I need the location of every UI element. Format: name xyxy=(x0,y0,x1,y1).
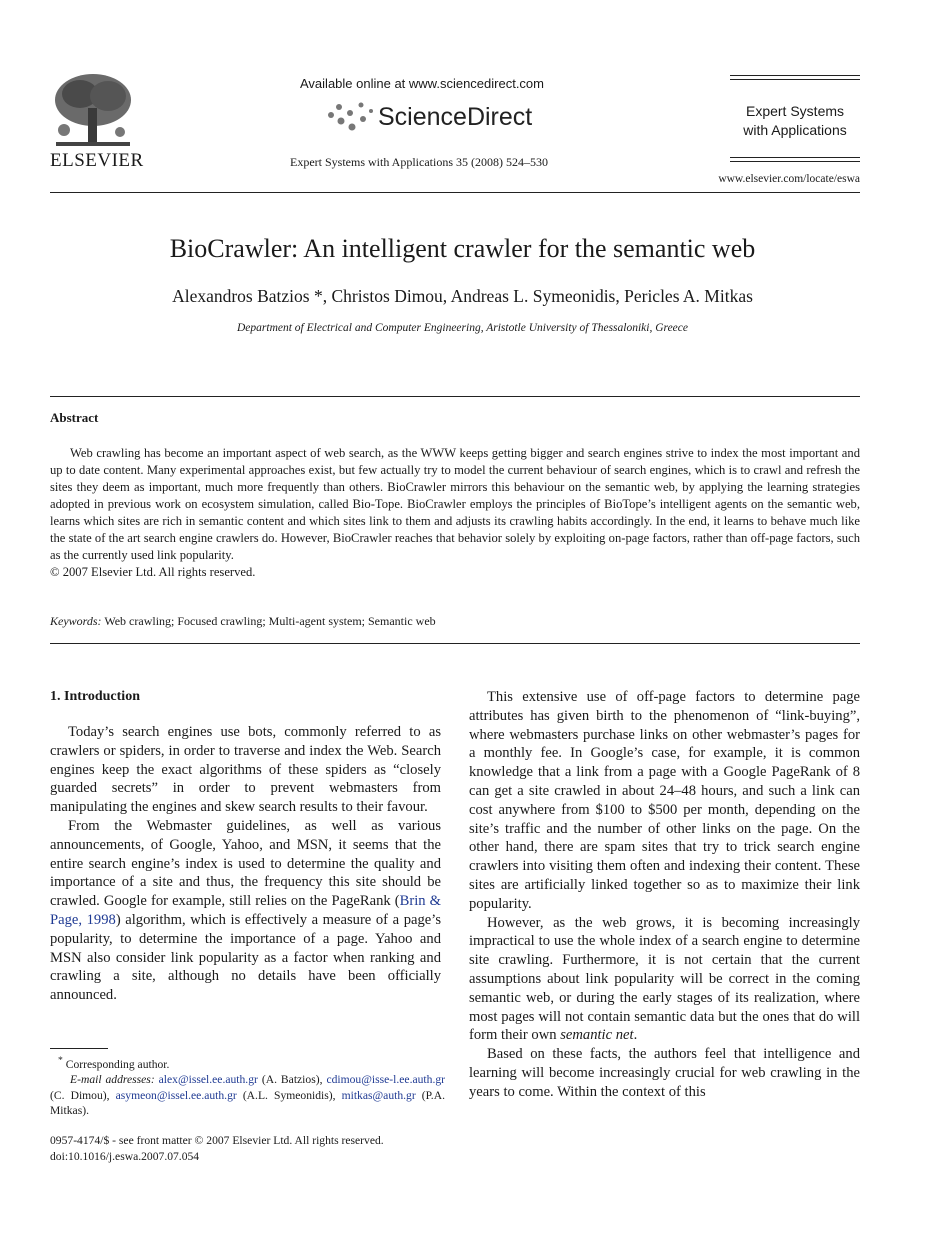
publisher-name: ELSEVIER xyxy=(50,150,144,171)
footnote-marker: * xyxy=(58,1055,63,1066)
intro-p2-text-b: ) algorithm, which is effectively a measure of a page’s popularity, to determine the importance of a page. Yahoo and MSN also consider link popularity as a factor when ranking and crawling a site, although no details have been officially announced. xyxy=(50,911,441,1004)
email-owner-dimou: (C. Dimou), xyxy=(50,1088,110,1102)
abstract-top-rule xyxy=(50,396,860,397)
keywords-list: Web crawling; Focused crawling; Multi-agent system; Semantic web xyxy=(104,614,436,628)
intro-paragraph-1: Today’s search engines use bots, commonly referred to as crawlers or spiders, in order to traverse and index the Web. Search engines keep the exact algorithms of these spiders as “closely guarded secrets” in order to prevent webmasters from manipulating the engines and skew search results to their favour. xyxy=(50,724,441,816)
keywords xyxy=(50,614,436,629)
journal-name-line2: with Applications xyxy=(743,122,847,138)
email-link-batzios[interactable]: alex@issel.ee.auth.gr xyxy=(158,1073,258,1087)
email-link-symeonidis[interactable]: asymeon@issel.ee.auth.gr xyxy=(115,1088,237,1102)
sciencedirect-brand: ScienceDirect xyxy=(378,103,533,131)
article-title: BioCrawler: An intelligent crawler for the semantic web xyxy=(169,234,756,263)
article-affiliation: Department of Electrical and Computer Engineering, Aristotle University of Thessaloniki, Greece xyxy=(237,322,688,334)
available-online-text: Available online at www.sciencedirect.com xyxy=(300,76,544,91)
footnote-emails xyxy=(50,1072,445,1119)
front-matter xyxy=(50,1133,384,1164)
intro-p4-emphasis: semantic net xyxy=(560,1027,634,1044)
abstract-heading: Abstract xyxy=(50,410,99,425)
keywords-label: Keywords: xyxy=(50,614,102,628)
header-rule xyxy=(50,192,860,193)
email-owner-symeonidis: (A.L. Symeonidis), xyxy=(242,1088,336,1102)
intro-paragraph-2 xyxy=(50,817,441,1005)
left-column xyxy=(50,723,441,1005)
elsevier-tree-logo xyxy=(50,70,136,150)
abstract-text xyxy=(50,445,860,581)
footnote-corresponding-text: Corresponding author. xyxy=(65,1057,170,1071)
journal-name-line1: Expert Systems xyxy=(745,103,845,119)
citation-link-brin-page[interactable]: Brin & Page, 1998 xyxy=(50,893,441,928)
journal-bottom-rule-2 xyxy=(730,161,860,162)
issn-line: 0957-4174/$ - see front matter © 2007 Elsevier Ltd. All rights reserved. xyxy=(50,1134,384,1147)
email-link-mitkas[interactable]: mitkas@auth.gr xyxy=(341,1088,416,1102)
email-link-dimou-part2: l.ee.auth.gr xyxy=(393,1073,445,1087)
footnote xyxy=(50,1053,445,1119)
intro-paragraph-5: Based on these facts, the authors feel that intelligence and learning will become increasingly crucial for web crawling in the years to come. Within the context of this xyxy=(469,1046,860,1100)
intro-paragraph-3: This extensive use of off-page factors to determine page attributes has given birth to the phenomenon of “link-buying”, where webmasters purchase links on other webmaster’s pages for a monthly fee. In Google’s case, for example, it is common knowledge that a link from a page with a Google PageRank of 8 can get a site crawled in about 24–48 hours, and such a link can cost anywhere from $100 to $500 per month, depending on the site’s traffic and the number of other links on the page. On the other hand, there are spam sites that try to trick search engine crawlers into visiting them often and indexing their content. These sites are artificially linked together so as to maximize their link popularity. xyxy=(469,689,860,912)
abstract-copyright: © 2007 Elsevier Ltd. All rights reserved. xyxy=(50,565,256,579)
intro-p4-text-a: However, as the web grows, it is becoming increasingly impractical to use the whole index of a search engine to determine site crawling. Furthermore, it is not certain that the current assumptions about link popularity will be correct in the coming semantic web, or during the early stages of its realization, where most pages will not contain semantic data but the ones that do will form their own xyxy=(469,914,860,1044)
footnote-rule xyxy=(50,1048,108,1049)
footnote-corresponding xyxy=(50,1053,445,1072)
abstract-paragraph: Web crawling has become an important aspect of web search, as the WWW keeps getting bigger and search engines strive to index the most important and up to date content. Many experimental approaches exist, but few actually try to model the current behaviour of search engines, which is to crawl and refresh the sites they deem as important, much more frequently than others. BioCrawler mirrors this behaviour on the semantic web, by applying the learning strategies adopted in previous work on ecosystem simulation, called Bio-Tope. BioCrawler employs the principles of BioTope’s intelligent agents on the semantic web, learns which sites are rich in semantic content and which sites link to them and adjusts its crawling habits accordingly. In the end, it learns to behave much like the state of the art search engine crawlers do. However, BioCrawler reaches that behavior solely by exploiting on-page factors, rather than off-page factors, such as the currently used link popularity. xyxy=(50,446,860,562)
email-link-dimou[interactable] xyxy=(326,1073,445,1086)
article-authors: Alexandros Batzios *, Christos Dimou, Andreas L. Symeonidis, Pericles A. Mitkas xyxy=(172,286,753,306)
journal-url[interactable]: www.elsevier.com/locate/eswa xyxy=(718,173,860,185)
email-owner-batzios: (A. Batzios), xyxy=(261,1073,323,1087)
journal-bottom-rule xyxy=(730,157,860,158)
intro-paragraph-4 xyxy=(469,914,860,1046)
intro-p2-text-a: From the Webmaster guidelines, as well as various announcements, of Google, Yahoo, and MSN, it seems that the entire search engine’s index is used to determine the quality and importance of a site and thus, the frequency this site should be crawled. Google for example, still relies on the PageRank ( xyxy=(50,817,441,910)
section-heading-introduction: 1. Introduction xyxy=(50,689,140,704)
doi-line[interactable]: doi:10.1016/j.eswa.2007.07.054 xyxy=(50,1149,200,1163)
email-label: E-mail addresses: xyxy=(70,1073,155,1087)
journal-top-rule xyxy=(730,75,860,76)
intro-p4-text-b: . xyxy=(633,1027,638,1044)
email-owner-mitkas: (P.A. Mitkas). xyxy=(50,1088,445,1118)
right-column xyxy=(469,688,860,1102)
abstract-bottom-rule xyxy=(50,643,860,644)
sciencedirect-dots-icon xyxy=(325,97,375,133)
journal-citation: Expert Systems with Applications 35 (2008) 524–530 xyxy=(290,155,548,169)
journal-top-rule-2 xyxy=(730,79,860,80)
email-link-dimou-part1: cdimou@isse- xyxy=(326,1073,394,1087)
